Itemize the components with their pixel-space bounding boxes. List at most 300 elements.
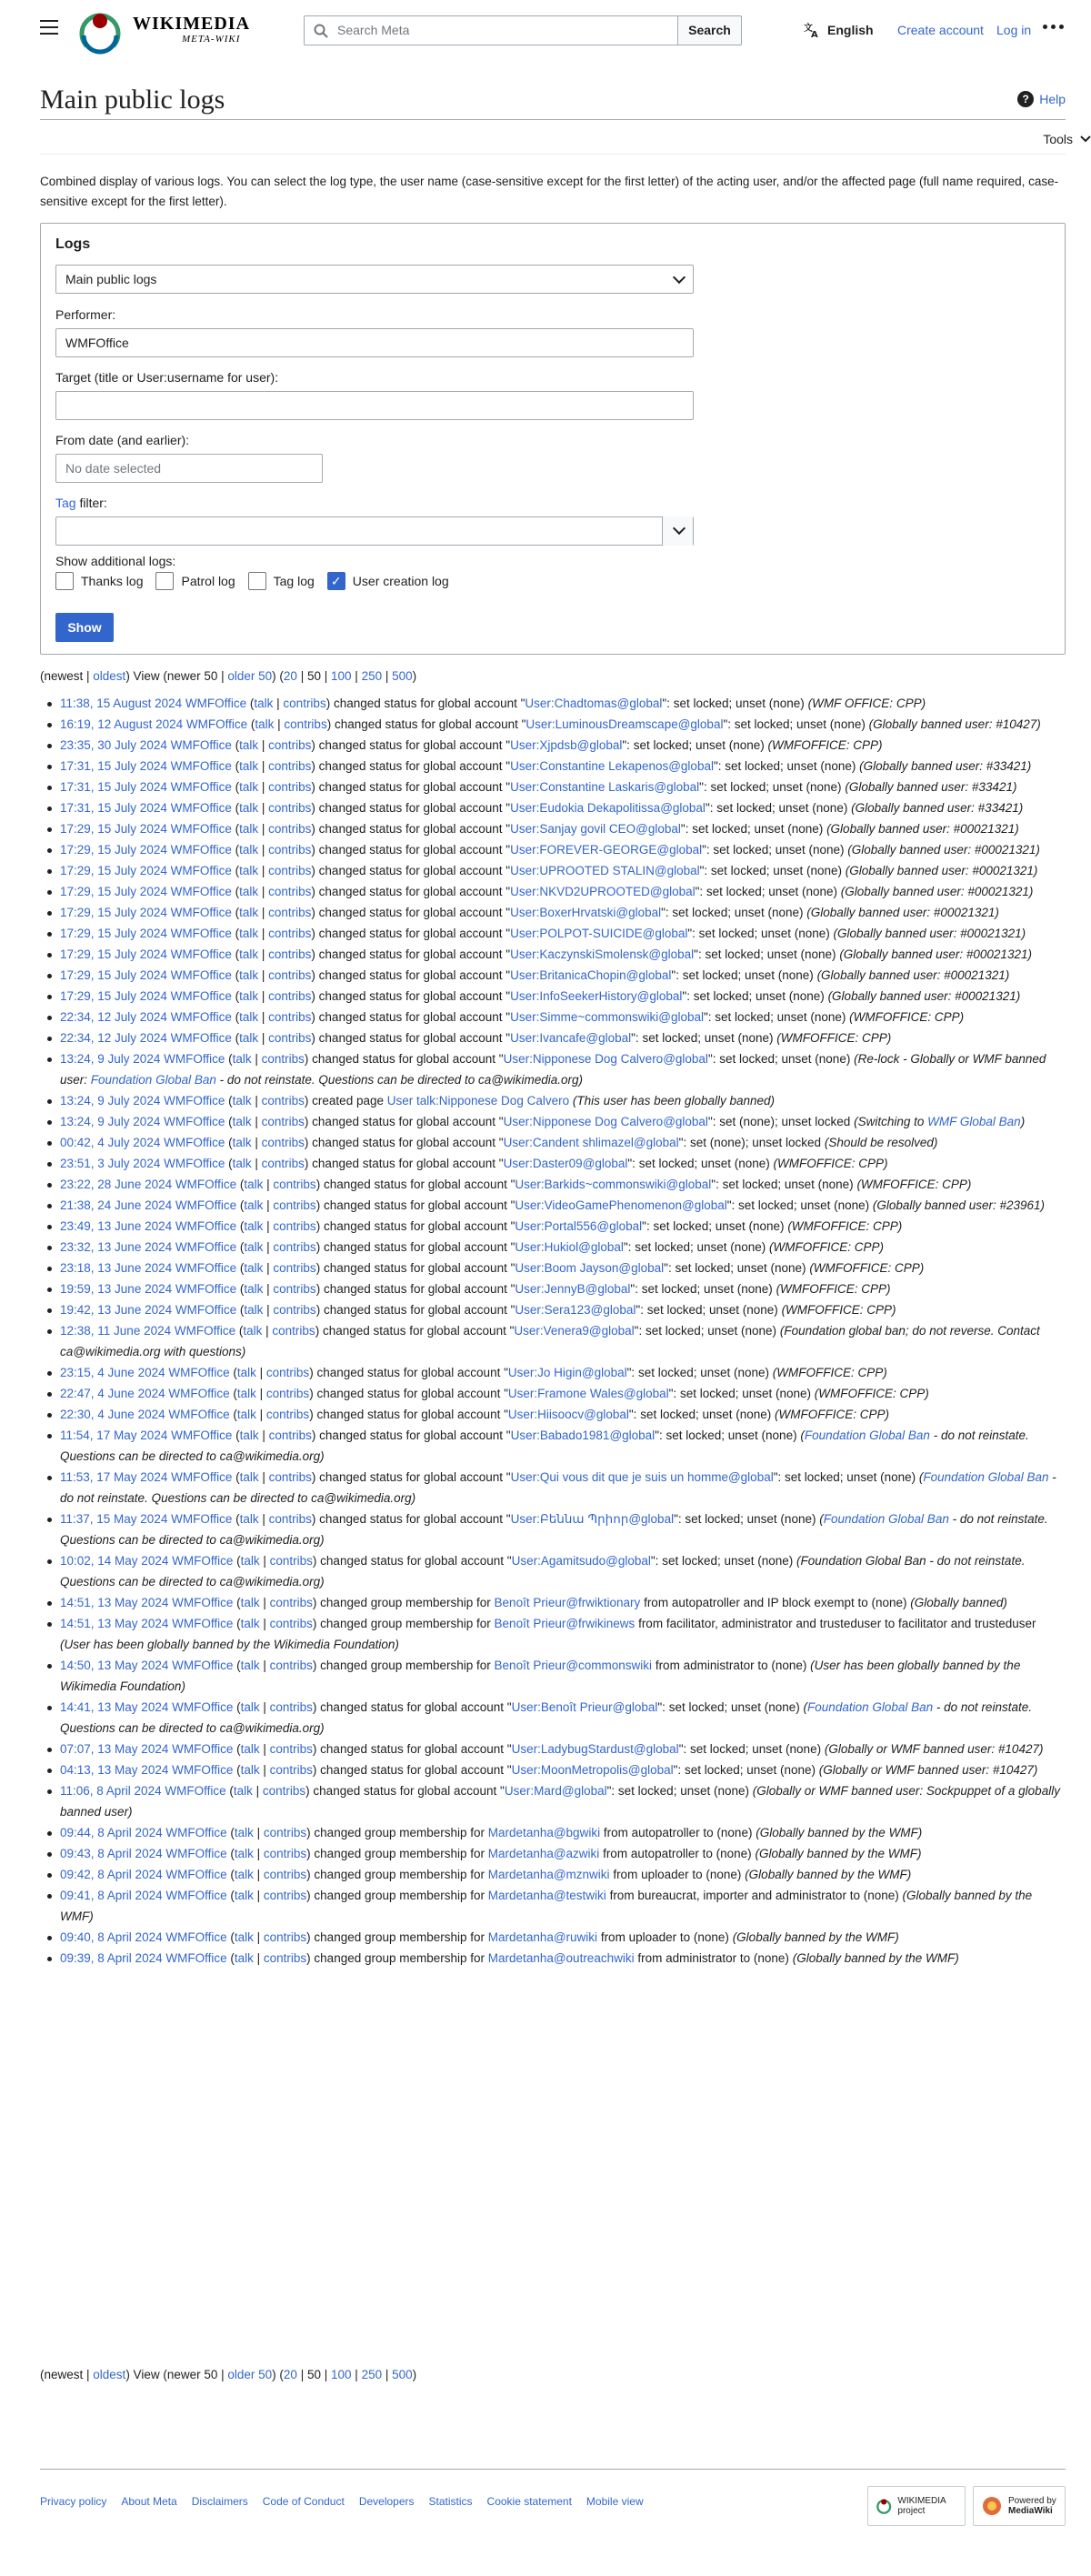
talk-link[interactable]: talk (244, 1240, 264, 1254)
talk-link[interactable]: talk (233, 1784, 253, 1798)
performer-link[interactable]: WMFOffice (175, 1261, 237, 1275)
contribs-link[interactable]: contribs (263, 1951, 307, 1965)
account-link[interactable]: User:POLPOT-SUICIDE@global (510, 927, 688, 940)
performer-link[interactable]: WMFOffice (172, 1596, 234, 1609)
user-link[interactable]: Benoît Prieur@frwiktionary (494, 1596, 641, 1609)
account-link[interactable]: User:Framone Wales@global (507, 1387, 669, 1400)
talk-link[interactable]: talk (239, 1428, 259, 1442)
timestamp-link[interactable]: 23:15, 4 June 2024 (60, 1366, 165, 1379)
help-label[interactable]: Help (1039, 92, 1066, 106)
contribs-link[interactable]: contribs (263, 1826, 307, 1839)
tag-link[interactable]: Tag (55, 496, 76, 510)
account-link[interactable]: User:Boom Jayson@global (515, 1261, 665, 1275)
user-link[interactable]: Mardetanha@mznwiki (487, 1868, 610, 1881)
powered-by-mediawiki-badge[interactable] (973, 2486, 1066, 2526)
account-link[interactable]: User:Chadtomas@global (525, 697, 663, 710)
logo-text[interactable] (133, 14, 250, 45)
footer-link[interactable]: Mobile view (586, 2495, 644, 2508)
performer-link[interactable]: WMFOffice (170, 759, 232, 773)
performer-link[interactable]: WMFOffice (170, 801, 232, 815)
account-link[interactable]: User:Benoît Prieur@global (511, 1700, 658, 1714)
oldest-link[interactable]: oldest (93, 2368, 126, 2381)
timestamp-link[interactable]: 17:29, 15 July 2024 (60, 822, 167, 836)
performer-link[interactable]: WMFOffice (168, 1387, 230, 1400)
talk-link[interactable]: talk (236, 1408, 256, 1421)
contribs-link[interactable]: contribs (268, 927, 312, 940)
timestamp-link[interactable]: 22:47, 4 June 2024 (60, 1387, 165, 1400)
performer-link[interactable]: WMFOffice (175, 1198, 237, 1212)
create-account-link[interactable]: Create account (897, 23, 984, 37)
account-link[interactable]: User:LuminousDreamscape@global (525, 717, 724, 731)
performer-link[interactable]: WMFOffice (172, 1742, 234, 1756)
talk-link[interactable]: talk (240, 1742, 260, 1756)
contribs-link[interactable]: contribs (269, 1742, 313, 1756)
performer-link[interactable]: WMFOffice (165, 1930, 227, 1944)
contribs-link[interactable]: contribs (273, 1240, 316, 1254)
account-link[interactable]: User:Բեննա Պրիոր@global (510, 1512, 675, 1526)
timestamp-link[interactable]: 13:24, 9 July 2024 (60, 1094, 161, 1108)
timestamp-link[interactable]: 14:51, 13 May 2024 (60, 1617, 169, 1630)
performer-link[interactable]: WMFOffice (168, 1408, 230, 1421)
search-button[interactable]: Search (677, 15, 742, 45)
performer-input[interactable]: WMFOffice (55, 328, 694, 357)
contribs-link[interactable]: contribs (269, 1596, 313, 1609)
account-link[interactable]: User:Portal556@global (515, 1219, 643, 1233)
talk-link[interactable]: talk (244, 1261, 264, 1275)
account-link[interactable]: User:Nipponese Dog Calvero@global (503, 1115, 708, 1128)
talk-link[interactable]: talk (239, 738, 259, 752)
account-link[interactable]: User:UPROOTED STALIN@global (510, 864, 700, 877)
talk-link[interactable]: talk (239, 801, 259, 815)
contribs-link[interactable]: contribs (273, 1219, 316, 1233)
timestamp-link[interactable]: 21:38, 24 June 2024 (60, 1198, 173, 1212)
user-link[interactable]: Mardetanha@azwiki (487, 1847, 600, 1860)
account-link[interactable]: User:Daster09@global (503, 1157, 628, 1170)
performer-link[interactable]: WMFOffice (172, 1700, 234, 1714)
account-link[interactable]: User:Qui vous dit que je suis un homme@global (510, 1470, 774, 1484)
checkbox-empty[interactable] (55, 572, 74, 590)
reason-link[interactable]: Foundation Global Ban (807, 1700, 934, 1714)
user-creation-log-checkbox[interactable] (327, 572, 449, 590)
performer-link[interactable]: WMFOffice (170, 927, 232, 940)
talk-link[interactable]: talk (239, 1512, 259, 1526)
performer-link[interactable]: WMFOffice (172, 1763, 234, 1777)
reason-link[interactable]: WMF Global Ban (927, 1115, 1021, 1128)
talk-link[interactable]: talk (240, 1700, 260, 1714)
talk-link[interactable]: talk (234, 1847, 254, 1860)
timestamp-link[interactable]: 22:34, 12 July 2024 (60, 1031, 167, 1045)
footer-link[interactable]: About Meta (121, 2495, 177, 2508)
performer-link[interactable]: WMFOffice (170, 780, 232, 794)
account-link[interactable]: User:LadybugStardust@global (511, 1742, 679, 1756)
contribs-link[interactable]: contribs (269, 1617, 313, 1630)
performer-link[interactable]: WMFOffice (171, 1470, 233, 1484)
contribs-link[interactable]: contribs (268, 1428, 312, 1442)
footer-link[interactable]: Statistics (428, 2495, 473, 2508)
timestamp-link[interactable]: 17:29, 15 July 2024 (60, 864, 167, 877)
account-link[interactable]: User:BritanicaChopin@global (510, 968, 672, 982)
account-link[interactable]: User:Sanjay govil CEO@global (510, 822, 681, 836)
talk-link[interactable]: talk (239, 822, 259, 836)
talk-link[interactable]: talk (239, 780, 259, 794)
timestamp-link[interactable]: 19:59, 13 June 2024 (60, 1282, 173, 1296)
timestamp-link[interactable]: 11:37, 15 May 2024 (60, 1512, 168, 1526)
contribs-link[interactable]: contribs (268, 759, 312, 773)
timestamp-link[interactable]: 17:29, 15 July 2024 (60, 947, 167, 961)
performer-link[interactable]: WMFOffice (170, 968, 232, 982)
performer-link[interactable]: WMFOffice (172, 1617, 234, 1630)
login-link[interactable]: Log in (996, 23, 1032, 37)
account-link[interactable]: User:Candent shlimazel@global (503, 1136, 679, 1149)
user-link[interactable]: Mardetanha@ruwiki (487, 1930, 598, 1944)
timestamp-link[interactable]: 23:22, 28 June 2024 (60, 1178, 173, 1191)
contribs-link[interactable]: contribs (269, 1700, 313, 1714)
talk-link[interactable]: talk (239, 759, 259, 773)
contribs-link[interactable]: contribs (268, 885, 312, 898)
timestamp-link[interactable]: 16:19, 12 August 2024 (60, 717, 184, 731)
performer-link[interactable]: WMFOffice (170, 822, 232, 836)
timestamp-link[interactable]: 14:41, 13 May 2024 (60, 1700, 169, 1714)
timestamp-link[interactable]: 17:31, 15 July 2024 (60, 780, 167, 794)
contribs-link[interactable]: contribs (273, 1198, 316, 1212)
timestamp-link[interactable]: 22:30, 4 June 2024 (60, 1408, 165, 1421)
performer-link[interactable]: WMFOffice (165, 1951, 227, 1965)
account-link[interactable]: User:Barkids~commonswiki@global (515, 1178, 712, 1191)
timestamp-link[interactable]: 12:38, 11 June 2024 (60, 1324, 172, 1338)
account-link[interactable]: User:Xjpdsb@global (510, 738, 623, 752)
footer-link[interactable]: Developers (358, 2495, 415, 2508)
performer-link[interactable]: WMFOffice (165, 1889, 227, 1902)
talk-link[interactable]: talk (239, 843, 259, 857)
contribs-link[interactable]: contribs (268, 822, 312, 836)
contribs-link[interactable]: contribs (261, 1136, 305, 1149)
talk-link[interactable]: talk (232, 1157, 252, 1170)
account-link[interactable]: User:Jo Higin@global (507, 1366, 627, 1379)
performer-link[interactable]: WMFOffice (170, 885, 232, 898)
contribs-link[interactable]: contribs (265, 1387, 310, 1400)
performer-link[interactable]: WMFOffice (170, 1031, 232, 1045)
contribs-link[interactable]: contribs (261, 1052, 305, 1066)
contribs-link[interactable]: contribs (261, 1157, 305, 1170)
wikimedia-project-badge[interactable] (867, 2486, 966, 2526)
timestamp-link[interactable]: 11:53, 17 May 2024 (60, 1470, 168, 1484)
talk-link[interactable]: talk (239, 1031, 259, 1045)
timestamp-link[interactable]: 23:32, 13 June 2024 (60, 1240, 173, 1254)
timestamp-link[interactable]: 23:18, 13 June 2024 (60, 1261, 173, 1275)
talk-link[interactable]: talk (239, 989, 259, 1003)
talk-link[interactable]: talk (240, 1617, 260, 1630)
wikimedia-logo-icon[interactable] (76, 8, 124, 55)
account-link[interactable]: User:Constantine Laskaris@global (510, 780, 700, 794)
performer-link[interactable]: WMFOffice (165, 1826, 227, 1839)
tools-menu[interactable] (1043, 132, 1091, 146)
performer-link[interactable]: WMFOffice (185, 717, 248, 731)
talk-link[interactable]: talk (232, 1136, 252, 1149)
oldest-link[interactable]: oldest (93, 669, 126, 683)
timestamp-link[interactable]: 09:40, 8 April 2024 (60, 1930, 163, 1944)
talk-link[interactable]: talk (239, 906, 259, 919)
account-link[interactable]: User:FOREVER-GEORGE@global (510, 843, 703, 857)
account-link[interactable]: User:Hiisoocv@global (507, 1408, 629, 1421)
target-input[interactable] (55, 391, 694, 420)
performer-link[interactable]: WMFOffice (185, 697, 247, 710)
contribs-link[interactable]: contribs (273, 1282, 316, 1296)
contribs-link[interactable]: contribs (263, 1847, 307, 1860)
contribs-link[interactable]: contribs (268, 780, 312, 794)
contribs-link[interactable]: contribs (268, 738, 312, 752)
contribs-link[interactable]: contribs (263, 1930, 307, 1944)
talk-link[interactable]: talk (239, 927, 259, 940)
talk-link[interactable]: talk (240, 1554, 260, 1568)
account-link[interactable]: User:BoxerHrvatski@global (510, 906, 662, 919)
talk-link[interactable]: talk (243, 1324, 263, 1338)
talk-link[interactable]: talk (244, 1178, 264, 1191)
account-link[interactable]: User:Venera9@global (514, 1324, 635, 1338)
talk-link[interactable]: talk (239, 968, 259, 982)
reason-link[interactable]: Foundation Global Ban (90, 1073, 216, 1087)
account-link[interactable]: User:VideoGamePhenomenon@global (515, 1198, 727, 1212)
talk-link[interactable]: talk (254, 697, 274, 710)
older-link[interactable]: older 50 (227, 2368, 273, 2381)
patrol-log-checkbox[interactable] (155, 572, 235, 590)
more-options-icon[interactable] (1043, 25, 1064, 29)
limit-link[interactable]: 100 (331, 669, 352, 683)
performer-link[interactable]: WMFOffice (170, 864, 232, 877)
talk-link[interactable]: talk (232, 1115, 252, 1128)
talk-link[interactable]: talk (244, 1198, 264, 1212)
talk-link[interactable]: talk (240, 1763, 260, 1777)
contribs-link[interactable]: contribs (269, 1763, 313, 1777)
contribs-link[interactable]: contribs (268, 843, 312, 857)
talk-link[interactable]: talk (239, 947, 259, 961)
talk-link[interactable]: talk (234, 1826, 254, 1839)
account-link[interactable]: User:Nipponese Dog Calvero@global (503, 1052, 708, 1066)
tag-dropdown-button[interactable] (662, 516, 693, 546)
talk-link[interactable]: talk (239, 864, 259, 877)
account-link[interactable]: User:Agamitsudo@global (511, 1554, 651, 1568)
limit-link[interactable]: 500 (392, 2368, 413, 2381)
user-link[interactable]: Mardetanha@bgwiki (487, 1826, 601, 1839)
timestamp-link[interactable]: 17:31, 15 July 2024 (60, 801, 167, 815)
footer-link[interactable]: Disclaimers (191, 2495, 248, 2508)
timestamp-link[interactable]: 13:24, 9 July 2024 (60, 1115, 161, 1128)
language-selector[interactable] (804, 22, 874, 38)
limit-link[interactable]: 100 (331, 2368, 352, 2381)
contribs-link[interactable]: contribs (263, 1868, 307, 1881)
performer-link[interactable]: WMFOffice (164, 1094, 225, 1108)
checkmark-icon[interactable]: ✓ (327, 572, 345, 590)
limit-link[interactable]: 250 (361, 2368, 383, 2381)
talk-link[interactable]: talk (234, 1951, 254, 1965)
talk-link[interactable]: talk (239, 885, 259, 898)
contribs-link[interactable]: contribs (273, 1261, 316, 1275)
reason-link[interactable]: Foundation Global Ban (823, 1512, 949, 1526)
timestamp-link[interactable]: 17:29, 15 July 2024 (60, 843, 167, 857)
account-link[interactable]: User:JennyB@global (515, 1282, 631, 1296)
performer-link[interactable]: WMFOffice (175, 1303, 237, 1317)
performer-link[interactable]: WMFOffice (171, 1512, 233, 1526)
timestamp-link[interactable]: 00:42, 4 July 2024 (60, 1136, 161, 1149)
checkbox-empty[interactable] (155, 572, 174, 590)
performer-link[interactable]: WMFOffice (165, 1847, 227, 1860)
account-link[interactable]: User:Eudokia Dekapolitissa@global (510, 801, 706, 815)
limit-link[interactable]: 20 (283, 669, 297, 683)
talk-link[interactable]: talk (244, 1219, 264, 1233)
timestamp-link[interactable]: 09:43, 8 April 2024 (60, 1847, 163, 1860)
performer-link[interactable]: WMFOffice (164, 1136, 225, 1149)
account-link[interactable]: User:NKVD2UPROOTED@global (510, 885, 696, 898)
log-type-select[interactable] (55, 265, 694, 294)
thanks-log-checkbox[interactable] (55, 572, 143, 590)
timestamp-link[interactable]: 14:50, 13 May 2024 (60, 1659, 169, 1672)
performer-link[interactable]: WMFOffice (174, 1324, 236, 1338)
performer-link[interactable]: WMFOffice (175, 1240, 237, 1254)
account-link[interactable]: User:Simme~commonswiki@global (510, 1010, 704, 1024)
performer-link[interactable]: WMFOffice (170, 947, 232, 961)
contribs-link[interactable]: contribs (283, 697, 326, 710)
performer-link[interactable]: WMFOffice (165, 1784, 226, 1798)
timestamp-link[interactable]: 11:06, 8 April 2024 (60, 1784, 162, 1798)
checkbox-empty[interactable] (248, 572, 266, 590)
account-link[interactable]: User:InfoSeekerHistory@global (510, 989, 683, 1003)
account-link[interactable]: User:MoonMetropolis@global (511, 1763, 674, 1777)
contribs-link[interactable]: contribs (268, 1512, 312, 1526)
older-link[interactable]: older 50 (227, 669, 273, 683)
talk-link[interactable]: talk (234, 1868, 254, 1881)
timestamp-link[interactable]: 10:02, 14 May 2024 (60, 1554, 169, 1568)
talk-link[interactable]: talk (240, 1596, 260, 1609)
timestamp-link[interactable]: 14:51, 13 May 2024 (60, 1596, 169, 1609)
performer-link[interactable]: WMFOffice (171, 1428, 233, 1442)
account-link[interactable]: User:KaczynskiSmolensk@global (510, 947, 695, 961)
contribs-link[interactable]: contribs (269, 1554, 313, 1568)
talk-link[interactable]: talk (232, 1094, 252, 1108)
limit-link[interactable]: 20 (283, 2368, 297, 2381)
contribs-link[interactable]: contribs (273, 1303, 316, 1317)
timestamp-link[interactable]: 22:34, 12 July 2024 (60, 1010, 167, 1024)
contribs-link[interactable]: contribs (284, 717, 327, 731)
timestamp-link[interactable]: 09:41, 8 April 2024 (60, 1889, 163, 1902)
footer-link[interactable]: Privacy policy (40, 2495, 107, 2508)
help-link[interactable] (1017, 91, 1066, 107)
account-link[interactable]: User:Mard@global (504, 1784, 607, 1798)
contribs-link[interactable]: contribs (262, 1784, 306, 1798)
performer-link[interactable]: WMFOffice (170, 989, 232, 1003)
performer-link[interactable]: WMFOffice (175, 1282, 237, 1296)
limit-link[interactable]: 250 (361, 669, 383, 683)
talk-link[interactable]: talk (232, 1052, 252, 1066)
user-link[interactable]: Benoît Prieur@frwikinews (494, 1617, 636, 1630)
account-link[interactable]: User:Hukiol@global (515, 1240, 624, 1254)
contribs-link[interactable]: contribs (269, 1659, 313, 1672)
contribs-link[interactable]: contribs (272, 1324, 315, 1338)
search-box[interactable] (304, 15, 742, 45)
contribs-link[interactable]: contribs (268, 968, 312, 982)
performer-link[interactable]: WMFOffice (175, 1219, 237, 1233)
timestamp-link[interactable]: 19:42, 13 June 2024 (60, 1303, 173, 1317)
timestamp-link[interactable]: 09:42, 8 April 2024 (60, 1868, 163, 1881)
timestamp-link[interactable]: 23:49, 13 June 2024 (60, 1219, 173, 1233)
tag-log-checkbox[interactable] (248, 572, 315, 590)
tag-filter-input[interactable] (55, 516, 694, 546)
timestamp-link[interactable]: 17:29, 15 July 2024 (60, 906, 167, 919)
talk-link[interactable]: talk (239, 1010, 259, 1024)
account-link[interactable]: User:Ivancafe@global (510, 1031, 632, 1045)
footer-link[interactable]: Code of Conduct (262, 2495, 345, 2508)
talk-link[interactable]: talk (240, 1659, 260, 1672)
user-link[interactable]: Mardetanha@testwiki (487, 1889, 606, 1902)
contribs-link[interactable]: contribs (263, 1889, 307, 1902)
timestamp-link[interactable]: 17:29, 15 July 2024 (60, 968, 167, 982)
timestamp-link[interactable]: 09:44, 8 April 2024 (60, 1826, 163, 1839)
menu-icon[interactable] (40, 20, 58, 35)
reason-link[interactable]: Foundation Global Ban (923, 1470, 1049, 1484)
talk-link[interactable]: talk (234, 1930, 254, 1944)
user-link[interactable]: Mardetanha@outreachwiki (487, 1951, 635, 1965)
user-link[interactable]: Benoît Prieur@commonswiki (494, 1659, 653, 1672)
performer-link[interactable]: WMFOffice (168, 1366, 230, 1379)
timestamp-link[interactable]: 04:13, 13 May 2024 (60, 1763, 169, 1777)
show-button[interactable]: Show (55, 613, 114, 642)
performer-link[interactable]: WMFOffice (170, 906, 232, 919)
contribs-link[interactable]: contribs (268, 864, 312, 877)
performer-link[interactable]: WMFOffice (170, 843, 232, 857)
search-input[interactable]: Search Meta (337, 23, 410, 37)
performer-link[interactable]: WMFOffice (164, 1115, 225, 1128)
timestamp-link[interactable]: 17:29, 15 July 2024 (60, 927, 167, 940)
date-input[interactable]: No date selected (55, 454, 323, 483)
contribs-link[interactable]: contribs (261, 1094, 305, 1108)
contribs-link[interactable]: contribs (265, 1366, 310, 1379)
talk-link[interactable]: talk (236, 1387, 256, 1400)
timestamp-link[interactable]: 11:38, 15 August 2024 (60, 697, 183, 710)
timestamp-link[interactable]: 09:39, 8 April 2024 (60, 1951, 163, 1965)
timestamp-link[interactable]: 07:07, 13 May 2024 (60, 1742, 169, 1756)
performer-link[interactable]: WMFOffice (170, 738, 232, 752)
talk-link[interactable]: talk (239, 1470, 259, 1484)
contribs-link[interactable]: contribs (273, 1178, 316, 1191)
talk-link[interactable]: talk (244, 1303, 264, 1317)
page-link[interactable]: User talk:Nipponese Dog Calvero (386, 1094, 570, 1108)
talk-link[interactable]: talk (236, 1366, 256, 1379)
account-link[interactable]: User:Constantine Lekapenos@global (510, 759, 714, 773)
footer-link[interactable]: Cookie statement (486, 2495, 572, 2508)
account-link[interactable]: User:Babado1981@global (510, 1428, 656, 1442)
timestamp-link[interactable]: 17:31, 15 July 2024 (60, 759, 167, 773)
performer-link[interactable]: WMFOffice (172, 1554, 234, 1568)
reason-link[interactable]: Foundation Global Ban (804, 1428, 930, 1442)
talk-link[interactable]: talk (234, 1889, 254, 1902)
timestamp-link[interactable]: 23:51, 3 July 2024 (60, 1157, 161, 1170)
performer-link[interactable]: WMFOffice (164, 1052, 225, 1066)
contribs-link[interactable]: contribs (268, 989, 312, 1003)
contribs-link[interactable]: contribs (268, 906, 312, 919)
timestamp-link[interactable]: 13:24, 9 July 2024 (60, 1052, 161, 1066)
performer-link[interactable]: WMFOffice (172, 1659, 234, 1672)
talk-link[interactable]: talk (255, 717, 275, 731)
performer-link[interactable]: WMFOffice (165, 1868, 227, 1881)
contribs-link[interactable]: contribs (268, 801, 312, 815)
contribs-link[interactable]: contribs (268, 1031, 312, 1045)
timestamp-link[interactable]: 17:29, 15 July 2024 (60, 989, 167, 1003)
account-link[interactable]: User:Sera123@global (515, 1303, 636, 1317)
talk-link[interactable]: talk (244, 1282, 264, 1296)
timestamp-link[interactable]: 11:54, 17 May 2024 (60, 1428, 168, 1442)
timestamp-link[interactable]: 17:29, 15 July 2024 (60, 885, 167, 898)
performer-link[interactable]: WMFOffice (164, 1157, 225, 1170)
performer-link[interactable]: WMFOffice (175, 1178, 237, 1191)
performer-link[interactable]: WMFOffice (170, 1010, 232, 1024)
